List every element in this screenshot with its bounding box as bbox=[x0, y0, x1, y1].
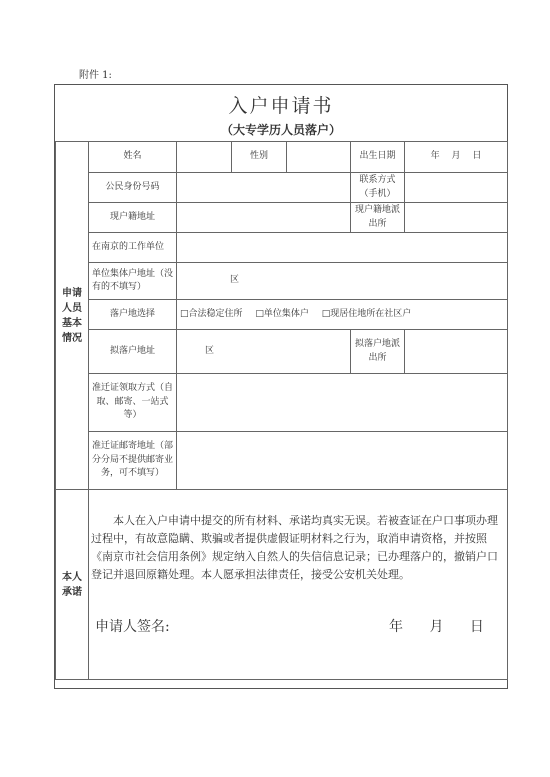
planned-address-label: 拟落户地址 bbox=[89, 330, 177, 374]
unit-collective-address-label: 单位集体户地址（没有的不填写） bbox=[89, 263, 177, 300]
unit-collective-address-field[interactable] bbox=[177, 263, 508, 300]
workplace-label: 在南京的工作单位 bbox=[89, 233, 177, 263]
permit-method-label: 准迁证领取方式（自取、邮寄、一站式等） bbox=[89, 374, 177, 432]
planned-address-field[interactable] bbox=[177, 330, 351, 374]
signature-row bbox=[89, 585, 507, 665]
planned-police-field[interactable] bbox=[405, 330, 508, 374]
gender-label: 性别 bbox=[232, 142, 287, 173]
name-label: 姓名 bbox=[89, 142, 177, 173]
contact-field[interactable] bbox=[405, 173, 508, 203]
permit-method-field[interactable] bbox=[177, 374, 508, 432]
form-subtitle: （大专学历人员落户） bbox=[220, 123, 341, 137]
form-title: 入户申请书 bbox=[228, 95, 334, 117]
name-field[interactable] bbox=[177, 142, 232, 173]
hukou-police-field[interactable] bbox=[405, 203, 508, 233]
birth-date-field[interactable]: 年 月 日 bbox=[405, 142, 508, 173]
signature-label: 申请人签名: bbox=[95, 618, 170, 635]
pledge-section-label: 本人承诺 bbox=[56, 490, 89, 680]
gender-field[interactable] bbox=[287, 142, 351, 173]
settle-option-unit-collective[interactable]: □单位集体户 bbox=[255, 308, 309, 319]
contact-label: 联系方式（手机） bbox=[351, 173, 405, 203]
planned-police-label: 拟落户地派出所 bbox=[351, 330, 405, 374]
applicant-info-section-label: 申请人员基本情况 bbox=[56, 142, 89, 490]
application-form bbox=[54, 84, 508, 689]
pledge-text: 本人在入户申请中提交的所有材料、承诺均真实无误。若被查证在户口事项办理过程中，有故意隐瞒、欺骗或者提供虚假证明材料之行为，取消申请资格，并按照《南京市社会信用条例》规定纳入自然人的失信信息记录；已办理落户的，撤销户口登记并退回原籍处理。本人愿承担法律责任，接受公安机关处理。 bbox=[91, 514, 498, 582]
workplace-field[interactable] bbox=[177, 233, 508, 263]
signature-date[interactable]: 年 月 日 bbox=[389, 618, 484, 635]
pledge-cell bbox=[89, 490, 508, 680]
id-number-field[interactable] bbox=[177, 173, 351, 203]
birth-date-label: 出生日期 bbox=[351, 142, 405, 173]
district-suffix: 区 bbox=[230, 275, 240, 286]
permit-mail-address-label: 准迁证邮寄地址（部分分局不提供邮寄业务，可不填写） bbox=[89, 432, 177, 490]
permit-mail-address-field[interactable] bbox=[177, 432, 508, 490]
settle-option-stable-residence[interactable]: □合法稳定住所 bbox=[180, 308, 243, 319]
id-number-label: 公民身份号码 bbox=[89, 173, 177, 203]
hukou-address-field[interactable] bbox=[177, 203, 351, 233]
form-table bbox=[55, 141, 508, 680]
hukou-address-label: 现户籍地址 bbox=[89, 203, 177, 233]
settle-choice-options bbox=[177, 300, 508, 330]
planned-district-suffix: 区 bbox=[205, 345, 215, 356]
hukou-police-label: 现户籍地派出所 bbox=[351, 203, 405, 233]
attachment-label: 附件 1: bbox=[79, 70, 112, 81]
settle-choice-label: 落户地选择 bbox=[89, 300, 177, 330]
settle-option-community[interactable]: □现居住地所在社区户 bbox=[321, 308, 412, 319]
